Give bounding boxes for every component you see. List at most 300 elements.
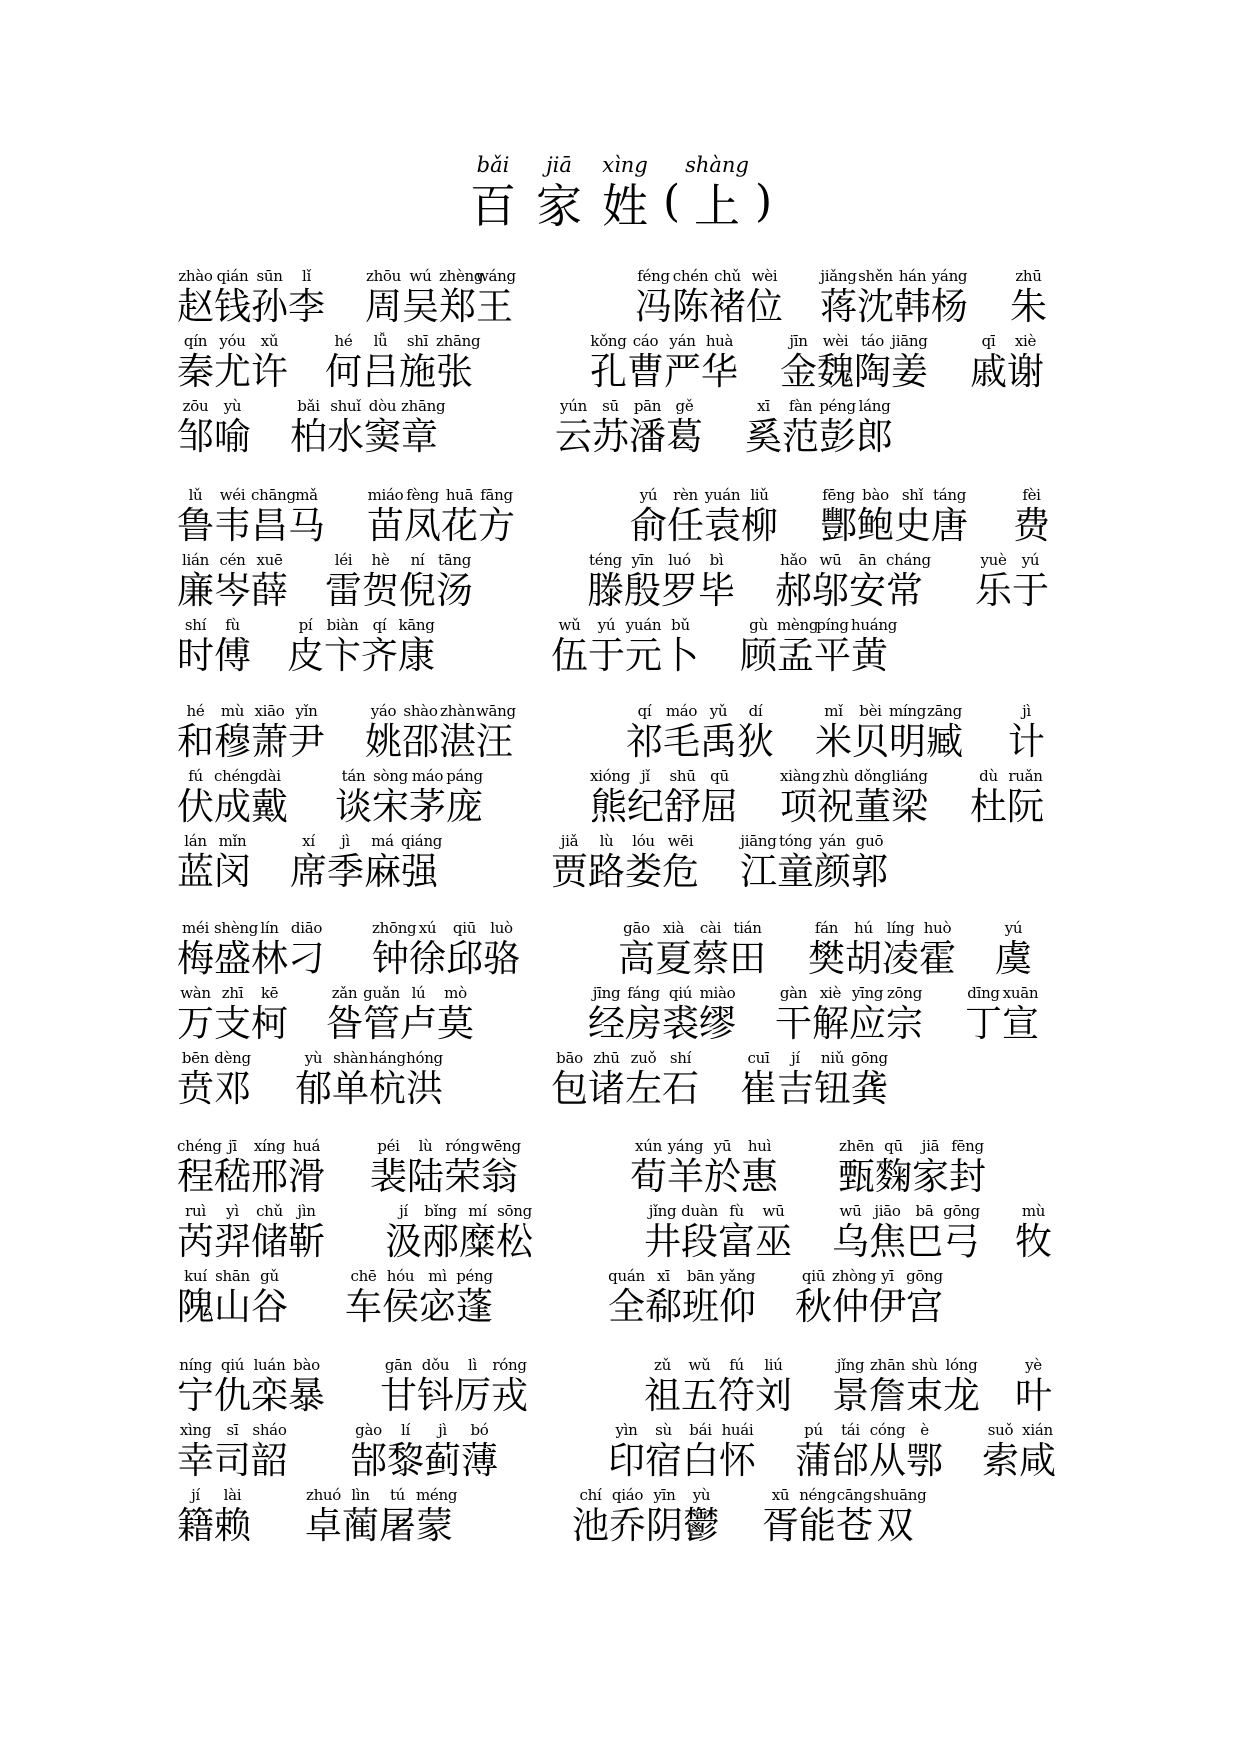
surname-char bbox=[995, 918, 1032, 980]
surname-char bbox=[1007, 331, 1044, 393]
surname-group bbox=[630, 485, 778, 547]
surname-char bbox=[854, 766, 891, 828]
surname-group bbox=[551, 831, 699, 893]
hanzi: 栾 bbox=[251, 1374, 288, 1417]
pinyin: yī bbox=[881, 1267, 894, 1285]
hanzi: 仲 bbox=[832, 1285, 869, 1328]
pinyin: lú bbox=[411, 984, 426, 1002]
hanzi: 俞 bbox=[630, 504, 667, 547]
pinyin: jì bbox=[1022, 702, 1031, 720]
pinyin: zuǒ bbox=[630, 1049, 657, 1067]
surname-char bbox=[483, 918, 520, 980]
pinyin: fèng bbox=[406, 486, 439, 504]
hanzi: 宿 bbox=[645, 1439, 682, 1482]
hanzi: 雷 bbox=[325, 569, 362, 612]
surname-group bbox=[820, 485, 968, 547]
surname-group bbox=[370, 1136, 521, 1198]
pinyin: dài bbox=[258, 767, 281, 785]
pinyin: xióng bbox=[590, 767, 631, 785]
surname-char bbox=[214, 1420, 251, 1482]
surname-char bbox=[838, 1136, 875, 1198]
pinyin: tián bbox=[733, 919, 762, 937]
pinyin: yū bbox=[713, 1137, 732, 1155]
surname-char bbox=[970, 766, 1007, 828]
surname-char bbox=[741, 1136, 778, 1198]
title-close-paren: ) bbox=[755, 176, 773, 227]
surname-char bbox=[795, 1266, 832, 1328]
hanzi: 弓 bbox=[943, 1220, 980, 1263]
pinyin: wèi bbox=[822, 332, 849, 350]
pinyin: jiāo bbox=[874, 1202, 901, 1220]
pinyin: hé bbox=[334, 332, 353, 350]
hanzi: 缪 bbox=[699, 1002, 736, 1045]
pinyin: máo bbox=[665, 702, 698, 720]
pinyin: hóu bbox=[386, 1267, 415, 1285]
hanzi: 刘 bbox=[755, 1374, 792, 1417]
pinyin: bǔ bbox=[671, 616, 690, 634]
surname-char bbox=[814, 831, 851, 893]
surname-char bbox=[851, 615, 898, 677]
surname-group bbox=[795, 1420, 943, 1482]
hanzi: 和 bbox=[177, 720, 214, 763]
pinyin: yán bbox=[819, 832, 846, 850]
pinyin: yìn bbox=[615, 1421, 638, 1439]
hanzi: 麻 bbox=[364, 850, 401, 893]
pinyin: xuān bbox=[1002, 984, 1039, 1002]
surname-char bbox=[325, 550, 362, 612]
surname-char bbox=[719, 1266, 756, 1328]
title-open-paren: ( bbox=[663, 176, 681, 227]
pinyin: shí bbox=[184, 616, 207, 634]
pinyin: sū bbox=[602, 397, 619, 415]
surname-char bbox=[682, 1266, 719, 1328]
surname-char bbox=[856, 396, 893, 458]
pinyin: xú bbox=[418, 919, 437, 937]
pinyin: bǎi bbox=[297, 397, 320, 415]
surname-char bbox=[719, 1420, 756, 1482]
surname-char bbox=[645, 1420, 682, 1482]
pinyin: zhàn bbox=[440, 702, 475, 720]
hanzi: 能 bbox=[799, 1504, 836, 1547]
hanzi: 祖 bbox=[644, 1374, 681, 1417]
surname-char bbox=[251, 485, 296, 547]
surname-char bbox=[704, 485, 741, 547]
pinyin: cài bbox=[699, 919, 722, 937]
hanzi: 金 bbox=[780, 350, 817, 393]
surname-char bbox=[305, 1485, 342, 1547]
pinyin: méng bbox=[416, 1486, 458, 1504]
surname-char bbox=[701, 331, 738, 393]
pinyin: cén bbox=[219, 551, 246, 569]
hanzi: 昝 bbox=[326, 1002, 363, 1045]
surname-char bbox=[251, 983, 288, 1045]
pinyin: chāng bbox=[251, 486, 296, 504]
pinyin: láng bbox=[858, 397, 891, 415]
surname-char bbox=[401, 396, 446, 458]
hanzi: 虞 bbox=[995, 937, 1032, 980]
surname-char bbox=[849, 983, 886, 1045]
surname-char bbox=[625, 1048, 662, 1110]
pinyin: wū bbox=[839, 1202, 862, 1220]
hanzi: 从 bbox=[869, 1439, 906, 1482]
hanzi: 袁 bbox=[704, 504, 741, 547]
surname-char bbox=[251, 1420, 288, 1482]
hanzi: 宋 bbox=[372, 785, 409, 828]
hanzi: 全 bbox=[608, 1285, 645, 1328]
hanzi: 黄 bbox=[851, 634, 888, 677]
pinyin: chē bbox=[350, 1267, 377, 1285]
surname-char bbox=[214, 983, 251, 1045]
hanzi: 熊 bbox=[590, 785, 627, 828]
hanzi: 仇 bbox=[214, 1374, 251, 1417]
surname-char bbox=[869, 1420, 906, 1482]
pinyin: miáo bbox=[367, 486, 404, 504]
surname-group bbox=[177, 1136, 325, 1198]
hanzi: 杜 bbox=[970, 785, 1007, 828]
pinyin: yīn bbox=[653, 1486, 676, 1504]
hanzi: 吕 bbox=[362, 350, 399, 393]
surname-group bbox=[326, 983, 474, 1045]
surname-char bbox=[906, 1355, 943, 1417]
pinyin: téng bbox=[589, 551, 622, 569]
hanzi: 邰 bbox=[832, 1439, 869, 1482]
hanzi: 卓 bbox=[305, 1504, 342, 1547]
surname-char bbox=[625, 615, 662, 677]
hanzi: 班 bbox=[682, 1285, 719, 1328]
hanzi: 卢 bbox=[400, 1002, 437, 1045]
surname-group bbox=[740, 831, 888, 893]
surname-char bbox=[819, 396, 856, 458]
hanzi: 籍 bbox=[177, 1504, 214, 1547]
surname-char bbox=[845, 918, 882, 980]
surname-char bbox=[590, 766, 631, 828]
surname-char bbox=[646, 1485, 683, 1547]
pinyin: wū bbox=[819, 551, 842, 569]
pinyin: zōng bbox=[887, 984, 922, 1002]
pinyin: xí bbox=[302, 832, 315, 850]
surname-char bbox=[701, 766, 738, 828]
surname-char bbox=[857, 485, 894, 547]
hanzi: 喻 bbox=[214, 415, 251, 458]
surname-group bbox=[995, 918, 1032, 980]
surname-char bbox=[424, 1420, 461, 1482]
pinyin: líng bbox=[886, 919, 915, 937]
surname-char bbox=[608, 1266, 645, 1328]
surname-group bbox=[290, 396, 446, 458]
pinyin: lán bbox=[184, 832, 207, 850]
hanzi: 吉 bbox=[777, 1067, 814, 1110]
pinyin: léi bbox=[334, 551, 353, 569]
hanzi: 乔 bbox=[609, 1504, 646, 1547]
pinyin: zǎn bbox=[331, 984, 358, 1002]
hanzi: 郁 bbox=[295, 1067, 332, 1110]
surname-char bbox=[439, 701, 476, 763]
surname-group bbox=[177, 766, 288, 828]
surname-char bbox=[629, 396, 666, 458]
hanzi: 贾 bbox=[551, 850, 588, 893]
hanzi: 裴 bbox=[370, 1155, 407, 1198]
hanzi: 钱 bbox=[214, 285, 251, 328]
pinyin: zhēn bbox=[839, 1137, 874, 1155]
surname-group bbox=[177, 831, 251, 893]
surname-char bbox=[692, 918, 729, 980]
hanzi: 童 bbox=[777, 850, 814, 893]
pinyin: dù bbox=[979, 767, 998, 785]
surname-char bbox=[780, 331, 817, 393]
surname-char bbox=[814, 1048, 851, 1110]
pinyin: bān bbox=[686, 1267, 715, 1285]
pinyin: shí bbox=[669, 1049, 692, 1067]
hanzi: 孔 bbox=[590, 350, 627, 393]
hanzi: 强 bbox=[401, 850, 438, 893]
pinyin: huáng bbox=[851, 616, 898, 634]
pinyin: jīng bbox=[592, 984, 621, 1002]
hanzi: 邹 bbox=[177, 415, 214, 458]
pinyin: mù bbox=[1021, 1202, 1046, 1220]
hanzi: 陆 bbox=[407, 1155, 444, 1198]
surname-group bbox=[385, 1201, 533, 1263]
pinyin: liáng bbox=[891, 767, 928, 785]
surname-char bbox=[1019, 1420, 1056, 1482]
pinyin: wáng bbox=[476, 267, 516, 285]
pinyin: yuán bbox=[625, 616, 662, 634]
hanzi: 钮 bbox=[814, 1067, 851, 1110]
hanzi: 索 bbox=[982, 1439, 1019, 1482]
pinyin: chǔ bbox=[256, 1202, 283, 1220]
surname-char bbox=[400, 983, 437, 1045]
pinyin: yáo bbox=[370, 702, 397, 720]
surname-char bbox=[799, 1485, 836, 1547]
hanzi: 元 bbox=[625, 634, 662, 677]
surname-char bbox=[177, 615, 214, 677]
surname-char bbox=[836, 1485, 873, 1547]
surname-char bbox=[645, 1266, 682, 1328]
hanzi: 萧 bbox=[251, 720, 288, 763]
hanzi: 冯 bbox=[635, 285, 672, 328]
hanzi: 章 bbox=[401, 415, 438, 458]
hanzi: 嵇 bbox=[214, 1155, 251, 1198]
hanzi: 咸 bbox=[1019, 1439, 1056, 1482]
surname-char bbox=[367, 485, 404, 547]
hanzi: 费 bbox=[1013, 504, 1050, 547]
pinyin: péi bbox=[377, 1137, 400, 1155]
pinyin: fēng bbox=[822, 486, 855, 504]
surname-char bbox=[295, 1048, 332, 1110]
surname-char bbox=[832, 1266, 877, 1328]
pinyin: shěn bbox=[858, 267, 893, 285]
surname-char bbox=[177, 1355, 214, 1417]
hanzi: 山 bbox=[214, 1285, 251, 1328]
surname-char bbox=[214, 1355, 251, 1417]
hanzi: 伍 bbox=[551, 634, 588, 677]
pinyin: mò bbox=[444, 984, 467, 1002]
surname-char bbox=[894, 266, 931, 328]
surname-char bbox=[814, 615, 851, 677]
pinyin: mǐn bbox=[218, 832, 247, 850]
surname-char bbox=[214, 396, 251, 458]
hanzi: 宓 bbox=[419, 1285, 456, 1328]
surname-group bbox=[551, 1048, 699, 1110]
surname-char bbox=[251, 1136, 288, 1198]
surname-group bbox=[177, 918, 325, 980]
pinyin: féng bbox=[637, 267, 670, 285]
hanzi: 滑 bbox=[288, 1155, 325, 1198]
hanzi: 宣 bbox=[1002, 1002, 1039, 1045]
hanzi: 蔡 bbox=[692, 937, 729, 980]
surname-char bbox=[402, 701, 439, 763]
surname-char bbox=[775, 550, 812, 612]
hanzi: 汤 bbox=[436, 569, 473, 612]
surname-group bbox=[775, 983, 923, 1045]
pinyin: jí bbox=[191, 1486, 200, 1504]
hanzi: 沈 bbox=[857, 285, 894, 328]
surname-group bbox=[644, 1355, 792, 1417]
hanzi: 王 bbox=[476, 285, 513, 328]
surname-char bbox=[832, 1420, 869, 1482]
surname-char bbox=[740, 1048, 777, 1110]
pinyin: tāng bbox=[437, 551, 472, 569]
pinyin: shàn bbox=[333, 1049, 368, 1067]
hanzi: 傅 bbox=[214, 634, 251, 677]
pinyin: zhōng bbox=[372, 919, 417, 937]
pinyin: kāng bbox=[398, 616, 435, 634]
hanzi: 陈 bbox=[672, 285, 709, 328]
pinyin: róng bbox=[445, 1137, 480, 1155]
surname-char bbox=[385, 1201, 422, 1263]
pinyin: qī bbox=[981, 332, 996, 350]
pinyin: qū bbox=[710, 767, 729, 785]
surname-char bbox=[361, 615, 398, 677]
hanzi: 怀 bbox=[719, 1439, 756, 1482]
hanzi: 万 bbox=[177, 1002, 214, 1045]
hanzi: 邵 bbox=[402, 720, 439, 763]
surname-char bbox=[382, 1266, 419, 1328]
pinyin: chǔ bbox=[714, 267, 741, 285]
surname-char bbox=[672, 266, 709, 328]
surname-char bbox=[288, 701, 325, 763]
hanzi: 巫 bbox=[755, 1220, 792, 1263]
hanzi: 蓟 bbox=[424, 1439, 461, 1482]
hanzi: 符 bbox=[718, 1374, 755, 1417]
surname-char bbox=[912, 1136, 949, 1198]
pinyin: luò bbox=[490, 919, 513, 937]
surname-group bbox=[555, 396, 703, 458]
hanzi: 魏 bbox=[817, 350, 854, 393]
surname-char bbox=[251, 266, 288, 328]
surname-char bbox=[663, 701, 700, 763]
surname-char bbox=[906, 1201, 943, 1263]
surname-char bbox=[177, 396, 214, 458]
hanzi: 封 bbox=[949, 1155, 986, 1198]
pinyin: kē bbox=[260, 984, 279, 1002]
surname-char bbox=[709, 266, 746, 328]
hanzi: 施 bbox=[399, 350, 436, 393]
surname-char bbox=[625, 831, 662, 893]
pinyin: qiū bbox=[801, 1267, 826, 1285]
pinyin: biàn bbox=[326, 616, 359, 634]
hanzi: 方 bbox=[478, 504, 515, 547]
pinyin: yáng bbox=[931, 267, 968, 285]
hanzi: 诸 bbox=[588, 1067, 625, 1110]
surname-group bbox=[325, 550, 473, 612]
surname-char bbox=[288, 1201, 325, 1263]
surname-char bbox=[852, 701, 889, 763]
surname-char bbox=[609, 1485, 646, 1547]
surname-char bbox=[587, 550, 624, 612]
pinyin: lài bbox=[223, 1486, 242, 1504]
surname-char bbox=[625, 983, 662, 1045]
surname-char bbox=[365, 266, 402, 328]
pinyin: yú bbox=[639, 486, 658, 504]
pinyin: lì bbox=[468, 1356, 477, 1374]
surname-char bbox=[214, 831, 251, 893]
surname-char bbox=[661, 550, 698, 612]
pinyin: shuǐ bbox=[330, 397, 361, 415]
pinyin: chéng bbox=[177, 1137, 222, 1155]
pinyin: diāo bbox=[290, 919, 323, 937]
hanzi: 盛 bbox=[214, 937, 251, 980]
hanzi: 裘 bbox=[662, 1002, 699, 1045]
title-hanzi: 姓 bbox=[602, 179, 648, 233]
surname-group bbox=[740, 615, 898, 677]
hanzi: 康 bbox=[398, 634, 435, 677]
hanzi: 张 bbox=[436, 350, 473, 393]
hanzi: 苏 bbox=[592, 415, 629, 458]
surname-char bbox=[365, 701, 402, 763]
hanzi: 史 bbox=[894, 504, 931, 547]
hanzi: 郜 bbox=[350, 1439, 387, 1482]
pinyin: xǔ bbox=[260, 332, 279, 350]
surname-char bbox=[975, 550, 1012, 612]
hanzi: 郝 bbox=[775, 569, 812, 612]
pinyin: niǔ bbox=[820, 1049, 845, 1067]
pinyin: lí bbox=[401, 1421, 410, 1439]
surname-group bbox=[177, 1485, 251, 1547]
surname-char bbox=[251, 701, 288, 763]
surname-char bbox=[875, 1136, 912, 1198]
surname-char bbox=[324, 615, 361, 677]
pinyin: quán bbox=[608, 1267, 645, 1285]
pinyin: gě bbox=[675, 397, 694, 415]
surname-char bbox=[399, 550, 436, 612]
pinyin: píng bbox=[816, 616, 849, 634]
surname-char bbox=[700, 701, 737, 763]
surname-group bbox=[177, 1048, 251, 1110]
hanzi: 庞 bbox=[446, 785, 483, 828]
surname-group bbox=[177, 1266, 288, 1328]
pinyin: lǔ bbox=[188, 486, 203, 504]
hanzi: 水 bbox=[327, 415, 364, 458]
surname-group bbox=[630, 1136, 778, 1198]
surname-char bbox=[409, 766, 446, 828]
hanzi: 何 bbox=[325, 350, 362, 393]
pinyin: liǔ bbox=[750, 486, 769, 504]
pinyin: pān bbox=[633, 397, 662, 415]
surname-char bbox=[287, 615, 324, 677]
surname-group bbox=[1015, 1355, 1052, 1417]
pinyin: gān bbox=[384, 1356, 413, 1374]
hanzi: 经 bbox=[588, 1002, 625, 1045]
pinyin: miào bbox=[699, 984, 736, 1002]
pinyin: lìn bbox=[351, 1486, 370, 1504]
pinyin: fāng bbox=[480, 486, 513, 504]
pinyin: huái bbox=[721, 1421, 754, 1439]
hanzi: 常 bbox=[886, 569, 923, 612]
title-pinyin: shàng bbox=[685, 153, 749, 177]
pinyin: lǐ bbox=[302, 267, 311, 285]
surname-char bbox=[630, 1136, 667, 1198]
pinyin: jiāng bbox=[891, 332, 928, 350]
